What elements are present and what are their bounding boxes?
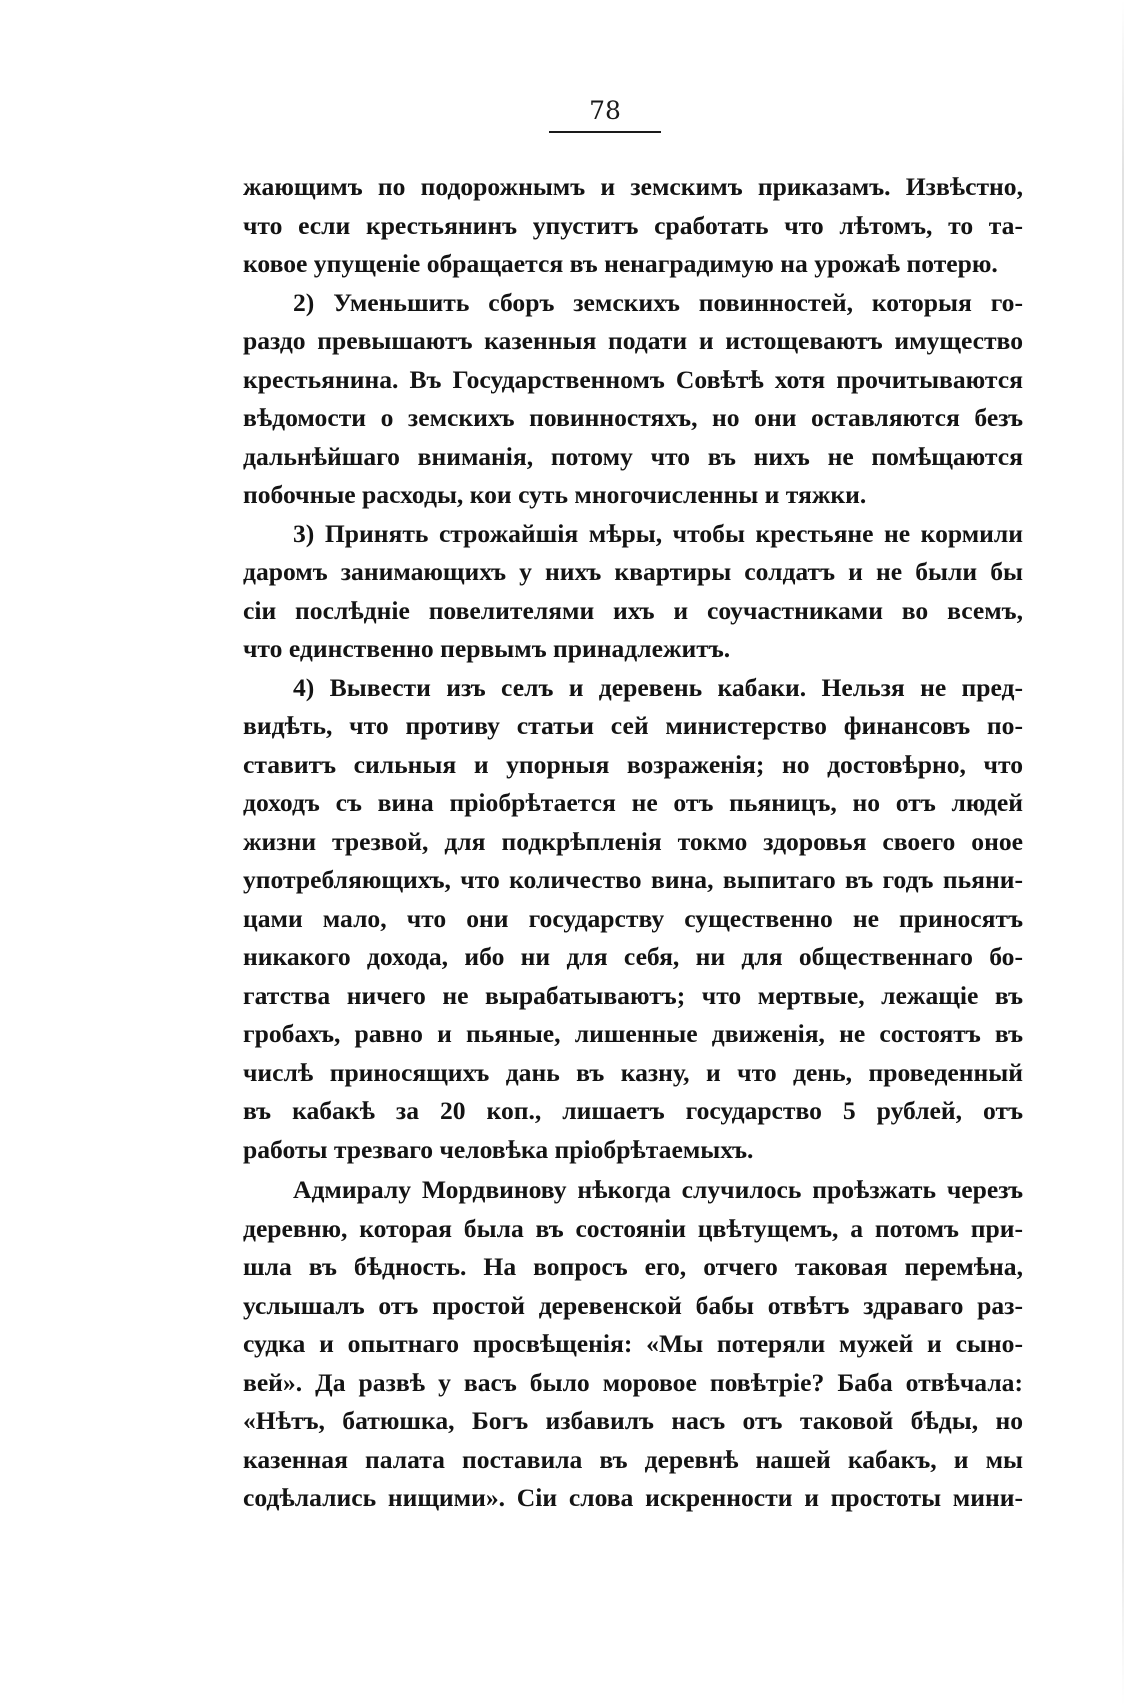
text-line: жающимъ по подорожнымъ и земскимъ приказамъ. Извѣстно, bbox=[243, 172, 1023, 201]
text-line: вѣдомости о земскихъ повинностяхъ, но они оставляются безъ bbox=[243, 403, 1023, 432]
text-line: побочные расходы, кои суть многочисленны и тяжки. bbox=[243, 480, 867, 509]
text-line: «Нѣтъ, батюшка, Богъ избавилъ насъ отъ таковой бѣды, но bbox=[243, 1406, 1023, 1435]
text-line: дальнѣйшаго вниманія, потому что въ нихъ не помѣщаются bbox=[243, 441, 1023, 471]
text-line: въ кабакѣ за 20 коп., лишаетъ государство 5 рублей, отъ bbox=[243, 1096, 1023, 1125]
body-text bbox=[243, 168, 1023, 1518]
text-line: крестьянина. Въ Государственномъ Совѣтѣ хотя прочитываются bbox=[243, 364, 1023, 394]
paragraph-item-3 bbox=[243, 515, 1023, 669]
page-edge-shadow bbox=[1122, 0, 1124, 1707]
text-line: деревню, которая была въ состояніи цвѣтущемъ, а потомъ при- bbox=[243, 1213, 1023, 1243]
text-line: 4) Вывести изъ селъ и деревень кабаки. Нельзя не пред- bbox=[293, 672, 1023, 702]
text-line: раздо превышаютъ казенныя подати и истощеваютъ имущество bbox=[243, 326, 1023, 355]
text-line: шла въ бѣдность. На вопросъ его, отчего таковая перемѣна, bbox=[243, 1252, 1023, 1281]
text-line: содѣлались нищими». Сіи слова искренности и простоты мини- bbox=[243, 1483, 1023, 1512]
text-line: Адмиралу Мордвинову нѣкогда случилось проѣзжать черезъ bbox=[293, 1175, 1023, 1204]
text-line: вей». Да развѣ у васъ было моровое повѣтріе? Баба отвѣчала: bbox=[243, 1367, 1023, 1397]
text-line: 3) Принять строжайшія мѣры, чтобы крестьяне не кормили bbox=[293, 518, 1023, 548]
text-line: судка и опытнаго просвѣщенія: «Мы потеряли мужей и сыно- bbox=[243, 1329, 1023, 1358]
paragraph-item-4 bbox=[243, 669, 1023, 1170]
text-line: ставитъ сильныя и упорныя возраженія; но достовѣрно, что bbox=[243, 749, 1023, 779]
text-line: гатства ничего не вырабатываютъ; что мертвые, лежащіе въ bbox=[243, 980, 1023, 1010]
text-line: ковое упущеніе обращается въ ненаградимую на урожаѣ потерю. bbox=[243, 249, 998, 278]
text-line: казенная палата поставила въ деревнѣ нашей кабакъ, и мы bbox=[243, 1444, 1023, 1474]
paragraph-mordvinov bbox=[243, 1171, 1023, 1518]
text-line: жизни трезвой, для подкрѣпленія токмо здоровья своего оное bbox=[243, 826, 1023, 856]
paragraph-item-2 bbox=[243, 284, 1023, 515]
text-line: что если крестьянинъ упуститъ сработать что лѣтомъ, то та- bbox=[243, 210, 1023, 240]
text-line: числѣ приносящихъ дань въ казну, и что день, проведенный bbox=[243, 1057, 1023, 1087]
text-line: гробахъ, равно и пьяные, лишенные движенія, не состоятъ въ bbox=[243, 1019, 1023, 1048]
text-line: употребляющихъ, что количество вина, выпитаго въ годъ пьяни- bbox=[243, 865, 1023, 894]
text-line: цами мало, что они государству существенно не приносятъ bbox=[243, 903, 1023, 933]
text-line: доходъ съ вина пріобрѣтается не отъ пьяницъ, но отъ людей bbox=[243, 788, 1023, 817]
text-line: работы трезваго человѣка пріобрѣтаемыхъ. bbox=[243, 1134, 754, 1164]
paragraph-continuation bbox=[243, 168, 1023, 284]
text-line: даромъ занимающихъ у нихъ квартиры солдатъ и не были бы bbox=[243, 557, 1023, 586]
text-line: никакого дохода, ибо ни для себя, ни для общественнаго бо- bbox=[243, 942, 1023, 971]
page-header bbox=[0, 96, 1140, 133]
text-line: сіи послѣдніе повелителями ихъ и соучастниками во всемъ, bbox=[243, 595, 1023, 625]
text-line: что единственно первымъ принадлежитъ. bbox=[243, 634, 731, 663]
text-line: услышалъ отъ простой деревенской бабы отвѣтъ здраваго раз- bbox=[243, 1290, 1023, 1320]
text-line: 2) Уменьшить сборъ земскихъ повинностей, которыя го- bbox=[293, 287, 1023, 317]
page-number: 78 bbox=[549, 96, 661, 133]
text-line: видѣть, что противу статьи сей министерство финансовъ по- bbox=[243, 711, 1023, 740]
